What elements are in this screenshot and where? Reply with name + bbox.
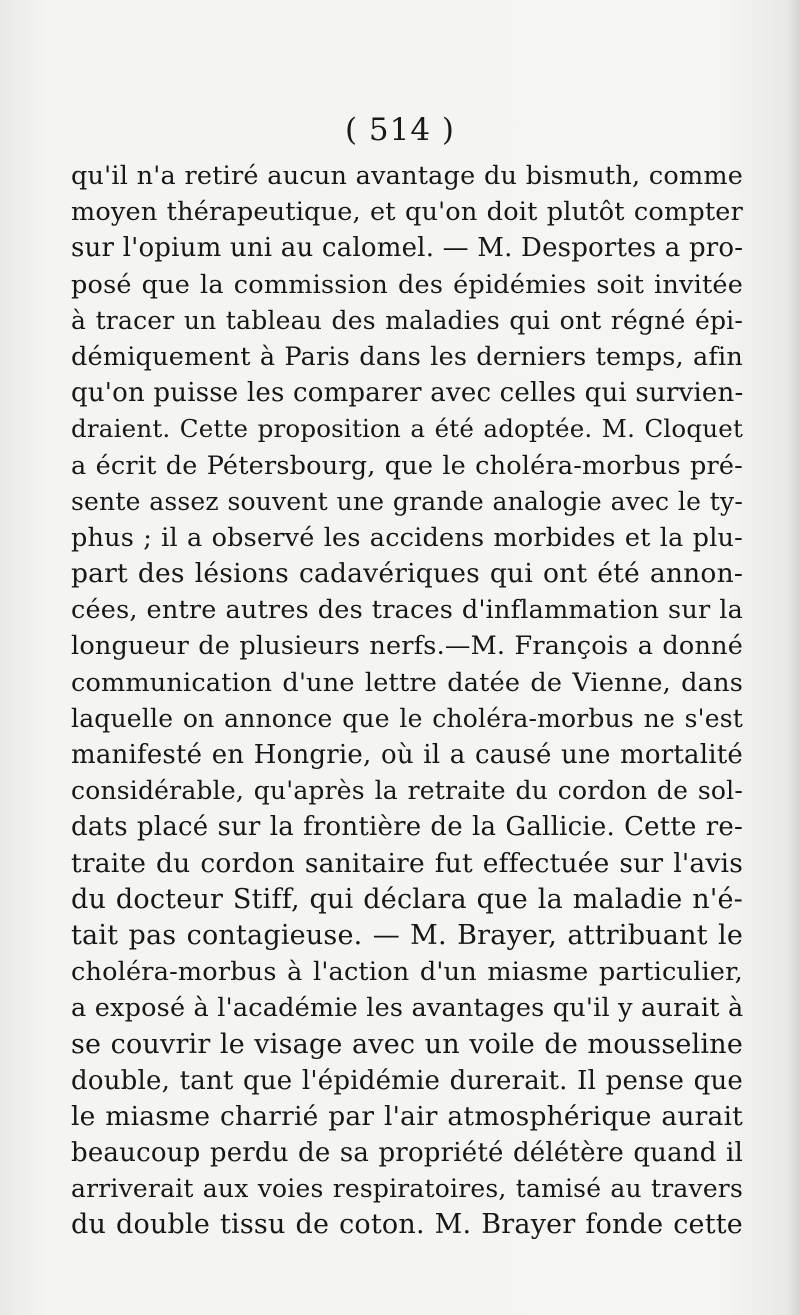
- text-line: sur l'opium uni au calomel. — M. Desportes a pro-: [71, 233, 744, 264]
- text-line: le miasme charrié par l'air atmosphérique aurait: [71, 1100, 743, 1132]
- text-line: à tracer un tableau des maladies qui ont régné épi-: [71, 305, 743, 335]
- text-line: phus ; il a observé les accidens morbides et la plu-: [71, 522, 743, 553]
- text-line: a écrit de Pétersbourg, que le choléra-morbus pré-: [71, 450, 743, 481]
- body-text: [71, 158, 743, 1244]
- text-line: manifesté en Hongrie, où il a causé une mortalité: [71, 740, 743, 770]
- text-line: beaucoup perdu de sa propriété délétère quand il: [71, 1138, 743, 1169]
- text-line: longueur de plusieurs nerfs.—M. François a donné: [71, 631, 743, 662]
- text-line: dats placé sur la frontière de la Gallicie. Cette re-: [71, 812, 743, 843]
- text-line: moyen thérapeutique, et qu'on doit plutôt compter: [71, 197, 743, 228]
- text-line: du docteur Stiff, qui déclara que la maladie n'é-: [71, 883, 743, 915]
- text-line: double, tant que l'épidémie durerait. Il pense que: [71, 1065, 743, 1096]
- text-line: sente assez souvent une grande analogie avec le ty-: [71, 486, 743, 516]
- text-line: arriverait aux voies respiratoires, tamisé au travers: [71, 1174, 743, 1204]
- page-edge-shadow: [786, 0, 800, 1315]
- text-line: draient. Cette proposition a été adoptée. M. Cloquet: [71, 414, 743, 444]
- text-line: qu'on puisse les comparer avec celles qui survien-: [71, 378, 744, 409]
- text-line: tait pas contagieuse. — M. Brayer, attribuant le: [71, 919, 743, 951]
- text-line: se couvrir le visage avec un voile de mousseline: [71, 1028, 743, 1060]
- text-line: laquelle on annonce que le choléra-morbus ne s'est: [71, 703, 743, 733]
- text-line: choléra-morbus à l'action d'un miasme particulier,: [71, 957, 743, 988]
- text-line: du double tissu de coton. M. Brayer fonde cette: [71, 1209, 743, 1241]
- text-line: qu'il n'a retiré aucun avantage du bismuth, comme: [71, 161, 743, 191]
- text-line: part des lésions cadavériques qui ont été annon-: [71, 558, 743, 590]
- text-line: posé que la commission des épidémies soit invitée: [71, 269, 743, 300]
- text-line: considérable, qu'après la retraite du cordon de sol-: [71, 776, 743, 806]
- text-line: démiquement à Paris dans les derniers temps, afin: [71, 341, 743, 372]
- text-line: traite du cordon sanitaire fut effectuée sur l'avis: [71, 847, 743, 879]
- text-line: a exposé à l'académie les avantages qu'il y aurait à: [71, 993, 744, 1024]
- text-line: communication d'une lettre datée de Vienne, dans: [71, 667, 743, 698]
- text-line: cées, entre autres des traces d'inflammation sur la: [71, 595, 743, 626]
- page-number: ( 514 ): [344, 112, 456, 148]
